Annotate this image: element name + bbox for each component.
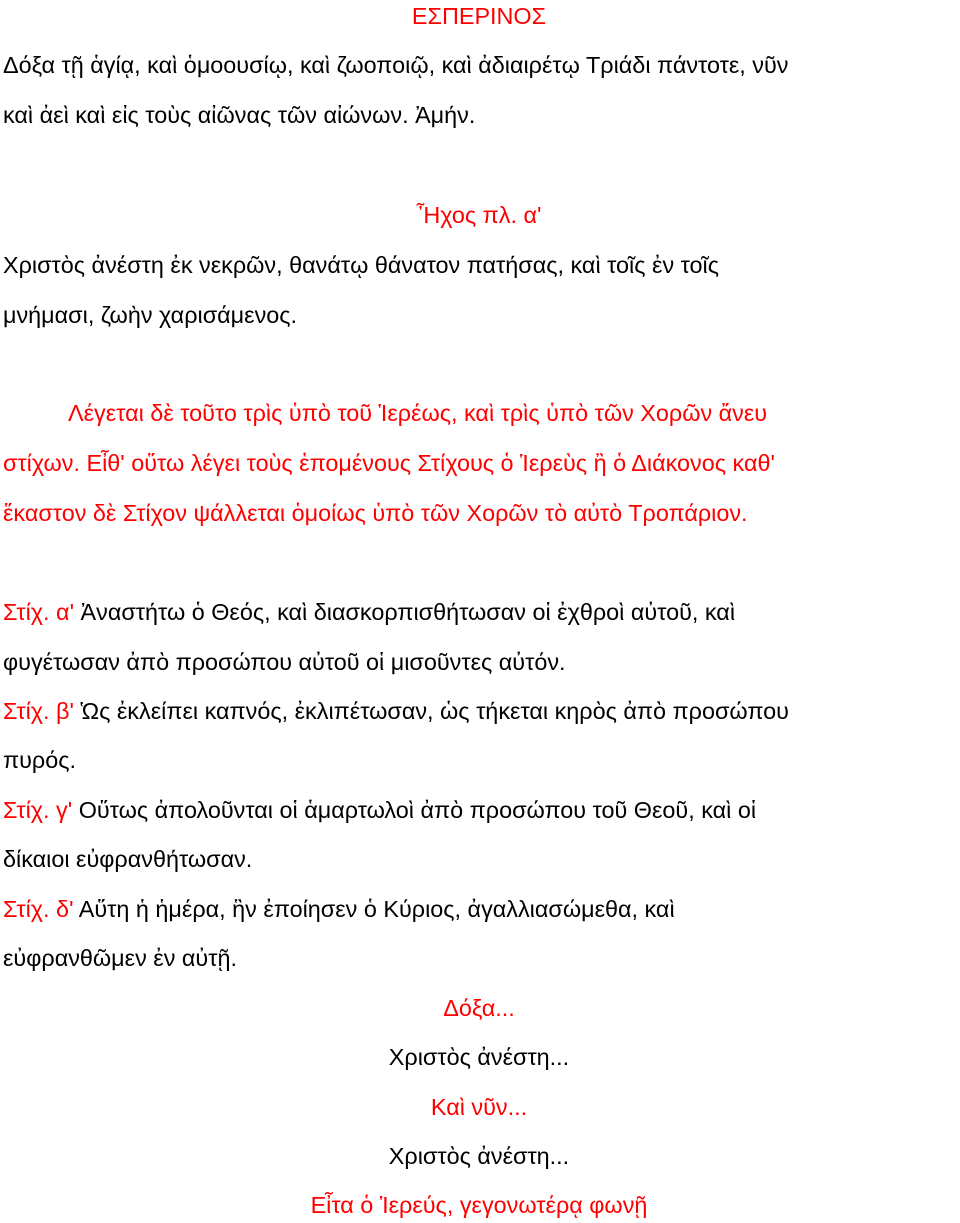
- verse-label: Στίχ. γ': [3, 797, 73, 823]
- verse-2: [3, 696, 789, 726]
- verse-text: Ἀναστήτω ὁ Θεός, καὶ διασκορπισθήτωσαν οἱ ἐχθροὶ αὐτοῦ, καὶ: [80, 599, 736, 625]
- troparion-line-2: μνήμασι, ζωὴν χαρισάμενος.: [3, 302, 298, 328]
- verse-2-continuation: πυρός.: [3, 747, 77, 773]
- troparion-line-1: Χριστὸς ἀνέστη ἐκ νεκρῶν, θανάτῳ θάνατον πατήσας, καὶ τοῖς ἐν τοῖς: [3, 252, 720, 278]
- doxology-line-1: Δόξα τῇ ἁγίᾳ, καὶ ὁμοουσίῳ, καὶ ζωοποιῷ, καὶ ἀδιαιρέτῳ Τριάδι πάντοτε, νῦν: [3, 52, 789, 78]
- glory-rubric: Δόξα...: [443, 995, 515, 1021]
- verse-label: Στίχ. β': [3, 698, 74, 724]
- verse-text: Ὡς ἐκλείπει καπνός, ἐκλιπέτωσαν, ὡς τήκεται κηρὸς ἀπὸ προσώπου: [80, 698, 789, 724]
- rubric-line-1: Λέγεται δὲ τοῦτο τρὶς ὑπὸ τοῦ Ἱερέως, καὶ τρὶς ὑπὸ τῶν Χορῶν ἄνευ: [68, 400, 768, 426]
- verse-label: Στίχ. α': [3, 599, 75, 625]
- verse-1: [3, 597, 735, 627]
- christ-is-risen-2: Χριστὸς ἀνέστη...: [388, 1143, 570, 1169]
- verse-4-continuation: εὐφρανθῶμεν ἐν αὐτῇ.: [3, 945, 237, 971]
- and-now-rubric: Καὶ νῦν...: [430, 1094, 528, 1120]
- rubric-line-2: στίχων. Εἶθ' οὕτω λέγει τοὺς ἑπομένους Στίχους ὁ Ἱερεὺς ἢ ὁ Διάκονος καθ': [3, 450, 775, 476]
- verse-text: Οὕτως ἀπολοῦνται οἱ ἁμαρτωλοὶ ἀπὸ προσώπου τοῦ Θεοῦ, καὶ οἱ: [78, 797, 757, 823]
- verse-text: Αὕτη ἡ ἡμέρα, ἣν ἐποίησεν ὁ Κύριος, ἀγαλλιασώμεθα, καὶ: [78, 896, 675, 922]
- service-heading: ΕΣΠΕΡΙΝΟΣ: [411, 3, 547, 29]
- rubric-line-3: ἕκαστον δὲ Στίχον ψάλλεται ὁμοίως ὑπὸ τῶν Χορῶν τὸ αὐτὸ Τροπάριον.: [3, 500, 748, 526]
- verse-3-continuation: δίκαιοι εὐφρανθήτωσαν.: [3, 846, 253, 872]
- verse-3: [3, 795, 756, 825]
- final-rubric: Εἶτα ὁ Ἱερεύς, γεγονωτέρᾳ φωνῇ: [310, 1192, 648, 1218]
- verse-1-continuation: φυγέτωσαν ἀπὸ προσώπου αὐτοῦ οἱ μισοῦντες αὐτόν.: [3, 649, 566, 675]
- verse-label: Στίχ. δ': [3, 896, 74, 922]
- tone-label: Ἦχος πλ. α': [416, 202, 542, 228]
- verse-4: [3, 894, 675, 924]
- christ-is-risen-1: Χριστὸς ἀνέστη...: [388, 1044, 570, 1070]
- doxology-line-2: καὶ ἀεὶ καὶ εἰς τοὺς αἰῶνας τῶν αἰώνων. Ἀμήν.: [3, 102, 476, 128]
